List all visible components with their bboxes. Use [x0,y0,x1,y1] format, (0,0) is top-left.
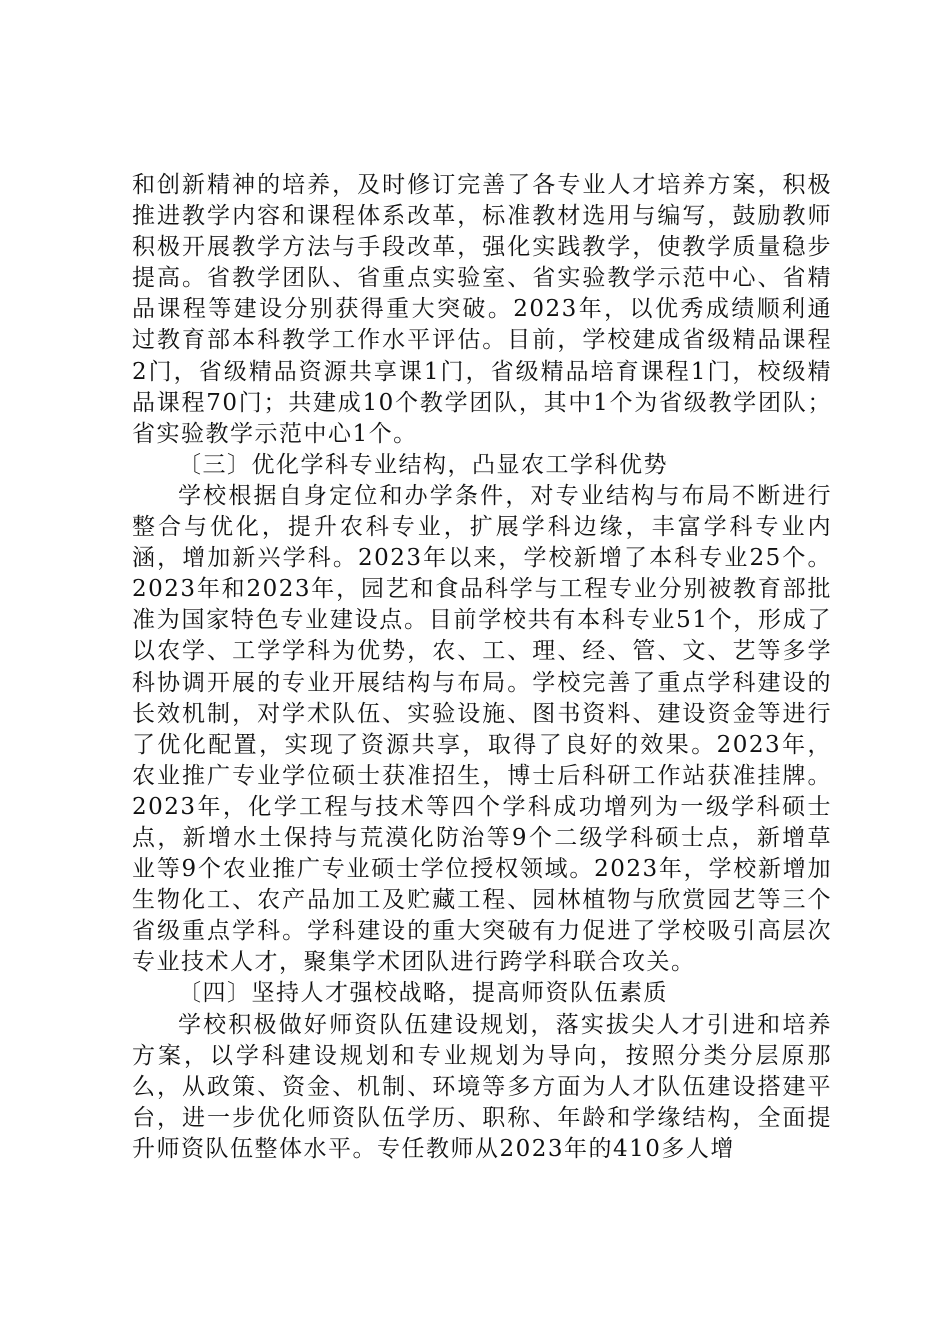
paragraph-discipline-structure: 学校根据自身定位和办学条件，对专业结构与布局不断进行整合与优化，提升农科专业，扩展学科边缘，丰富学科专业内涵，增加新兴学科。2023年以来，学校新增了本科专业25个。2023年和2023年，园艺和食品科学与工程专业分别被教育部批准为国家特色专业建设点。目前学校共有本科专业51个，形成了以农学、工学学科为优势，农、工、理、经、管、文、艺等多学科协调开展的专业开展结构与布局。学校完善了重点学科建设的长效机制，对学术队伍、实验设施、图书资料、建设资金等进行了优化配置，实现了资源共享，取得了良好的效果。2023年，农业推广专业学位硕士获准招生，博士后科研工作站获准挂牌。2023年，化学工程与技术等四个学科成功增列为一级学科硕士点，新增水土保持与荒漠化防治等9个二级学科硕士点，新增草业等9个农业推广专业硕士学位授权领域。2023年，学校新增加生物化工、农产品加工及贮藏工程、园林植物与欣赏园艺等三个省级重点学科。学科建设的重大突破有力促进了学校吸引高层次专业技术人才，聚集学术团队进行跨学科联合攻关。 [132,482,832,976]
section-heading-three: 〔三〕优化学科专业结构，凸显农工学科优势 [178,451,668,478]
document-body [132,170,832,1165]
paragraph-faculty-team: 学校积极做好师资队伍建设规划，落实拔尖人才引进和培养方案，以学科建设规划和专业规划为导向，按照分类分层原那么，从政策、资金、机制、环境等多方面为人才队伍建设搭建平台，进一步优化师资队伍学历、职称、年龄和学缘结构，全面提升师资队伍整体水平。专任教师从2023年的410多人增 [132,1011,832,1162]
section-heading-four: 〔四〕坚持人才强校战略，提高师资队伍素质 [178,980,668,1007]
paragraph-teaching-reform: 和创新精神的培养，及时修订完善了各专业人才培养方案，积极推进教学内容和课程体系改革，标准教材选用与编写，鼓励教师积极开展教学方法与手段改革，强化实践教学，使教学质量稳步提高。省教学团队、省重点实验室、省实验教学示范中心、省精品课程等建设分别获得重大突破。2023年，以优秀成绩顺利通过教育部本科教学工作水平评估。目前，学校建成省级精品课程2门，省级精品资源共享课1门，省级精品培育课程1门，校级精品课程70门；共建成10个教学团队，其中1个为省级教学团队；省实验教学示范中心1个。 [132,172,832,447]
